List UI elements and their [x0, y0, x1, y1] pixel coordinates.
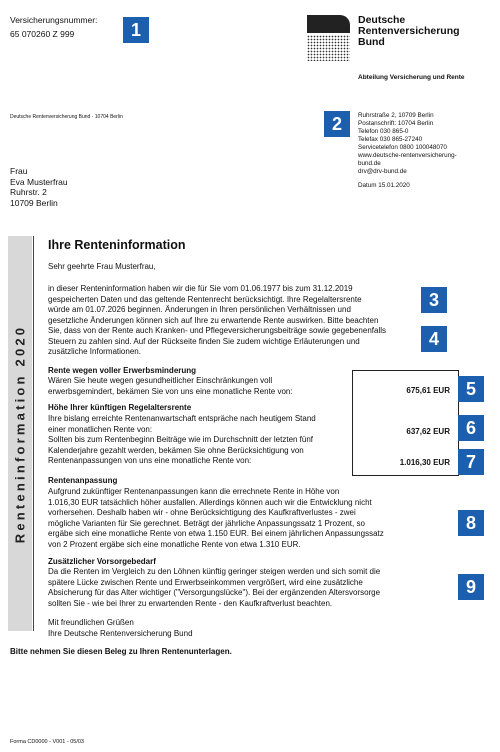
retention-note: Bitte nehmen Sie diesen Beleg zu Ihren Rentenunterlagen.: [10, 647, 232, 656]
section-line: von 2 Prozent ergäbe sich eine monatliche Rente von etwa 1.310 EUR.: [48, 539, 301, 549]
marker-8: 8: [458, 510, 484, 536]
section-line: Rentenanpassungen von uns eine monatliche Rente von:: [48, 456, 252, 465]
contact-line: Telefax 030 865-27240: [358, 136, 423, 143]
section-rentenanpassung-title: Rentenanpassung: [48, 476, 118, 485]
contact-line: bund.de: [358, 160, 381, 167]
section-line: spätere Lücke zwischen Rente und Erwerbseinkommen vergrößert, wird eine zusätzliche: [48, 577, 363, 587]
recipient-address: [10, 166, 68, 208]
intro-line: gesetzliche Änderungen können sich auf Ihre zu erwartende Rente auswirken. Bitte beachten: [48, 315, 379, 325]
letter-date: Datum 15.01.2020: [358, 182, 410, 189]
amount-regelaltersrente-projected: 1.016,30 EUR: [399, 458, 450, 467]
department: Abteilung Versicherung und Rente: [358, 74, 465, 81]
intro-line: zusätzliche Informationen.: [48, 347, 141, 356]
intro-line: in dieser Renteninformation haben wir die für Sie vom 01.06.1977 bis zum 31.12.2019: [48, 284, 353, 293]
section-line: Ihre bislang erreichte Rentenanwartschaft entspräche nach heutigem Stand: [48, 414, 316, 423]
section-vorsorgebedarf-title: Zusätzlicher Vorsorgebedarf: [48, 557, 156, 566]
intro-line: Sie, dass von der Rente auch Kranken- und Pflegeversicherungsbeiträge sowie gegebenenfalls: [48, 326, 386, 335]
contact-line: drv@drv-bund.de: [358, 168, 407, 175]
sidebar-label: Renteninformation 2020: [12, 324, 28, 543]
section-line: 1.016,30 EUR tatsächlich höher ausfallen. Allerdings können auch wir die Entwicklung nicht: [48, 497, 372, 507]
recipient-line: Eva Musterfrau: [10, 176, 68, 187]
section-vorsorgebedarf-text: [48, 567, 443, 609]
logo-line1: Deutsche: [358, 14, 406, 26]
recipient-line: Ruhrstr. 2: [10, 187, 47, 197]
closing-line: Ihre Deutsche Rentenversicherung Bund: [48, 628, 193, 638]
section-regelaltersrente-text: [48, 414, 348, 467]
insurance-number-label: Versicherungsnummer:: [10, 15, 98, 25]
closing: [48, 618, 193, 639]
section-regelaltersrente-title: Höhe Ihrer künftigen Regelaltersrente: [48, 403, 192, 412]
section-line: Da die Renten im Vergleich zu den Löhnen künftig geringer steigen werden und sich somit die: [48, 567, 381, 576]
section-line: Wären Sie heute wegen gesundheitlicher Einschränkungen voll: [48, 376, 273, 385]
intro-paragraph: [48, 284, 443, 358]
closing-line: Mit freundlichen Grüßen: [48, 618, 134, 627]
section-line: Kalenderjahre gezahlt werden, bekämen Sie ohne Berücksichtigung von: [48, 445, 304, 455]
section-rentenanpassung-text: [48, 487, 443, 550]
contact-line: Servicetelefon 0800 100048070: [358, 144, 447, 151]
contact-line: Postanschrift: 10704 Berlin: [358, 120, 434, 127]
logo-icon: [307, 15, 350, 33]
section-line: Aufgrund zukünftiger Rentenanpassungen kann die errechnete Rente in Höhe von: [48, 487, 340, 496]
recipient-line: Frau: [10, 166, 28, 176]
section-line: sollten Sie - wie bei Ihrer zu erwartenden Rente - den Kaufkraftverlust beachten.: [48, 598, 333, 608]
contact-line: Ruhrstraße 2, 10709 Berlin: [358, 112, 434, 119]
letter-title: Ihre Renteninformation: [48, 238, 186, 252]
section-erwerbsminderung-title: Rente wegen voller Erwerbsminderung: [48, 366, 197, 375]
amount-erwerbsminderung: 675,61 EUR: [406, 386, 450, 395]
contact-line: www.deutsche-rentenversicherung-: [358, 152, 457, 159]
sidebar-divider: [33, 236, 34, 631]
sidebar: [8, 236, 32, 631]
section-line: Sollten bis zum Rentenbeginn Beiträge wie im Durchschnitt der letzten fünf: [48, 435, 314, 444]
section-line: erwerbsgemindert, bekämen Sie von uns eine monatliche Rente von:: [48, 386, 293, 396]
section-line: einer monatlichen Rente von:: [48, 424, 153, 434]
sender-line: Deutsche Rentenversicherung Bund · 10704 Berlin: [10, 114, 123, 120]
intro-line: gespeicherten Daten und das geltende Rentenrecht berücksichtigt. Ihre Regelaltersrente: [48, 294, 362, 304]
section-erwerbsminderung-text: [48, 376, 348, 397]
marker-7: 7: [458, 449, 484, 475]
marker-5: 5: [458, 376, 484, 402]
marker-6: 6: [458, 415, 484, 441]
contact-block: [358, 112, 498, 190]
marker-4: 4: [421, 326, 447, 352]
section-line: vorhersehen. Deshalb haben wir - ohne Berücksichtigung des Kaufkraftverlustes - zwei: [48, 508, 356, 517]
logo-line3: Bund: [358, 36, 385, 48]
intro-line: Steuern zu zahlen sind. Auf der Rückseite finden Sie zudem wichtige Erläuterungen und: [48, 336, 360, 346]
section-line: mögliche Varianten für Sie gerechnet. Beträgt der jährliche Anpassungssatz 1 Prozent, so: [48, 518, 365, 528]
recipient-line: 10709 Berlin: [10, 197, 58, 208]
contact-line: Telefon 030 865-0: [358, 128, 409, 135]
logo-dots-icon: [307, 35, 350, 61]
form-footer: Forma CD0000 - V001 - 05/03: [10, 739, 84, 745]
marker-9: 9: [458, 574, 484, 600]
logo-line2: Rentenversicherung: [358, 25, 460, 37]
intro-line: würde am 01.07.2026 beginnen. Änderungen in Ihren persönlichen Verhältnissen und: [48, 305, 351, 314]
section-line: ergäbe sich eine monatliche Rente von etwa 1.150 EUR. Bei einem jährlichen Anpassungssatz: [48, 529, 384, 538]
amount-regelaltersrente-current: 637,62 EUR: [406, 427, 450, 436]
amounts-box: [352, 370, 459, 476]
salutation: Sehr geehrte Frau Musterfrau,: [48, 262, 156, 271]
marker-2: 2: [324, 111, 350, 137]
insurance-number: 65 070260 Z 999: [10, 29, 75, 39]
section-line: Absicherung für das Alter wichtiger ("Versorgungslücke"). Bei der ergänzenden Altersvorsorge: [48, 588, 381, 597]
marker-3: 3: [421, 287, 447, 313]
marker-1: 1: [123, 17, 149, 43]
